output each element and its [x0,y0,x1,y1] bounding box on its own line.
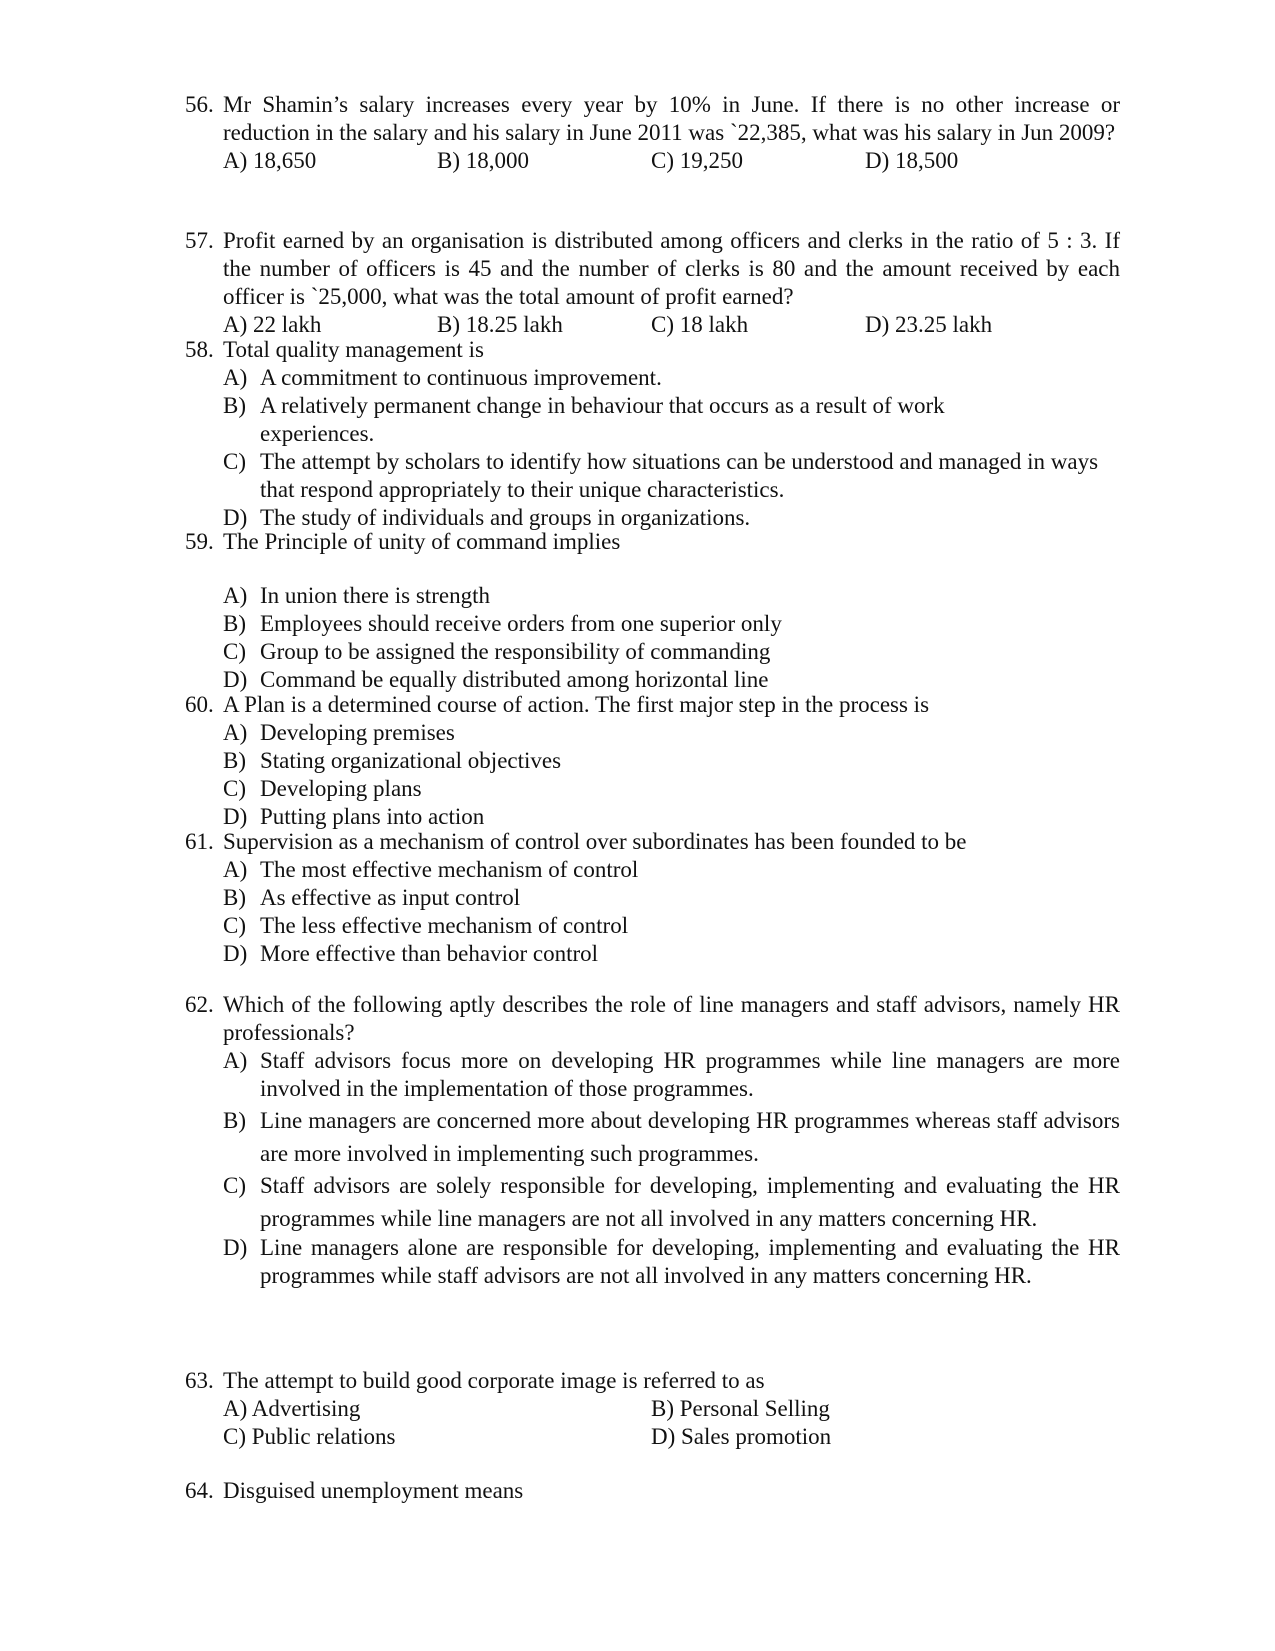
option-d: D) Putting plans into action [223,804,485,829]
option-b: B) Line managers are concerned more about developing HR programmes whereas staff advisors are more involved in implementing such programmes. [223,1108,1120,1166]
option-b: B) Stating organizational objectives [223,748,562,773]
option-c: C) The less effective mechanism of control [223,913,629,938]
option-c: C) Staff advisors are solely responsible for developing, implementing and evaluating the HR programmes while line managers are not all involved in any matters concerning HR. [223,1173,1120,1231]
option-d: D) More effective than behavior control [223,941,599,966]
option-b: B) A relatively permanent change in behaviour that occurs as a result of work experiences. [223,393,945,446]
question-text: Total quality management is [223,337,484,362]
option-a: A) 22 lakh [223,312,322,337]
question-number: 63. [185,1368,214,1393]
options-row [223,1395,1120,1423]
question-number: 60. [185,692,214,717]
option-a: A) 18,650 [223,148,317,173]
option-d: D) Command be equally distributed among horizontal line [223,667,769,692]
question-text: Supervision as a mechanism of control over subordinates has been founded to be [223,829,967,854]
question-62 [185,991,1120,1290]
option-a: A) In union there is strength [223,583,490,608]
option-c: C) 18 lakh [651,312,749,337]
options-row [223,147,1120,175]
option-b: B) 18,000 [437,148,529,173]
option-d: D) 23.25 lakh [865,312,993,337]
question-text: Which of the following aptly describes the role of line managers and staff advisors, namely HR professionals? [223,992,1120,1045]
question-63 [185,1367,1120,1451]
option-d: D) 18,500 [865,148,959,173]
option-c: C) Group to be assigned the responsibility of commanding [223,639,771,664]
question-56 [185,91,1120,175]
option-d: D) Sales promotion [651,1424,832,1449]
question-number: 59. [185,529,214,554]
option-b: B) Employees should receive orders from one superior only [223,611,782,636]
option-c: C) The attempt by scholars to identify how situations can be understood and managed in ways that respond appropriately to their unique characteristics. [223,449,1099,502]
option-c: C) Developing plans [223,776,422,801]
option-a: A) A commitment to continuous improvement. [223,365,662,390]
question-text: Profit earned by an organisation is distributed among officers and clerks in the ratio of 5 : 3. If the number of officers is 45 and the number of clerks is 80 and the amount received by each officer is `25,000, what was the total amount of profit earned? [223,228,1120,309]
question-61 [185,828,1120,968]
question-text: The Principle of unity of command implies [223,529,621,554]
option-b: B) As effective as input control [223,885,521,910]
question-58 [185,336,1120,532]
question-text: Disguised unemployment means [223,1478,524,1503]
option-a: A) Advertising [223,1396,361,1421]
option-a: A) Staff advisors focus more on developing HR programmes while line managers are more involved in the implementation of those programmes. [223,1048,1120,1101]
option-b: B) 18.25 lakh [437,312,563,337]
question-number: 62. [185,992,214,1017]
question-number: 61. [185,829,214,854]
option-c: C) 19,250 [651,148,743,173]
question-number: 56. [185,92,214,117]
option-c: C) Public relations [223,1424,396,1449]
options-row [223,1423,1120,1451]
question-60 [185,691,1120,831]
options-row [223,311,1120,339]
option-d: D) The study of individuals and groups in organizations. [223,505,751,530]
question-number: 57. [185,228,214,253]
question-text: The attempt to build good corporate image is referred to as [223,1368,765,1393]
question-text: Mr Shamin’s salary increases every year by 10% in June. If there is no other increase or reduction in the salary and his salary in June 2011 was `22,385, what was his salary in Jun 2009? [223,92,1120,145]
option-d: D) Line managers alone are responsible for developing, implementing and evaluating the HR programmes while staff advisors are not all involved in any matters concerning HR. [223,1235,1120,1288]
option-a: A) Developing premises [223,720,455,745]
question-number: 58. [185,337,214,362]
option-b: B) Personal Selling [651,1396,830,1421]
question-number: 64. [185,1478,214,1503]
question-text: A Plan is a determined course of action. The first major step in the process is [223,692,930,717]
question-64 [185,1477,1120,1505]
option-a: A) The most effective mechanism of control [223,857,639,882]
question-57 [185,227,1120,339]
question-59 [185,528,1120,694]
